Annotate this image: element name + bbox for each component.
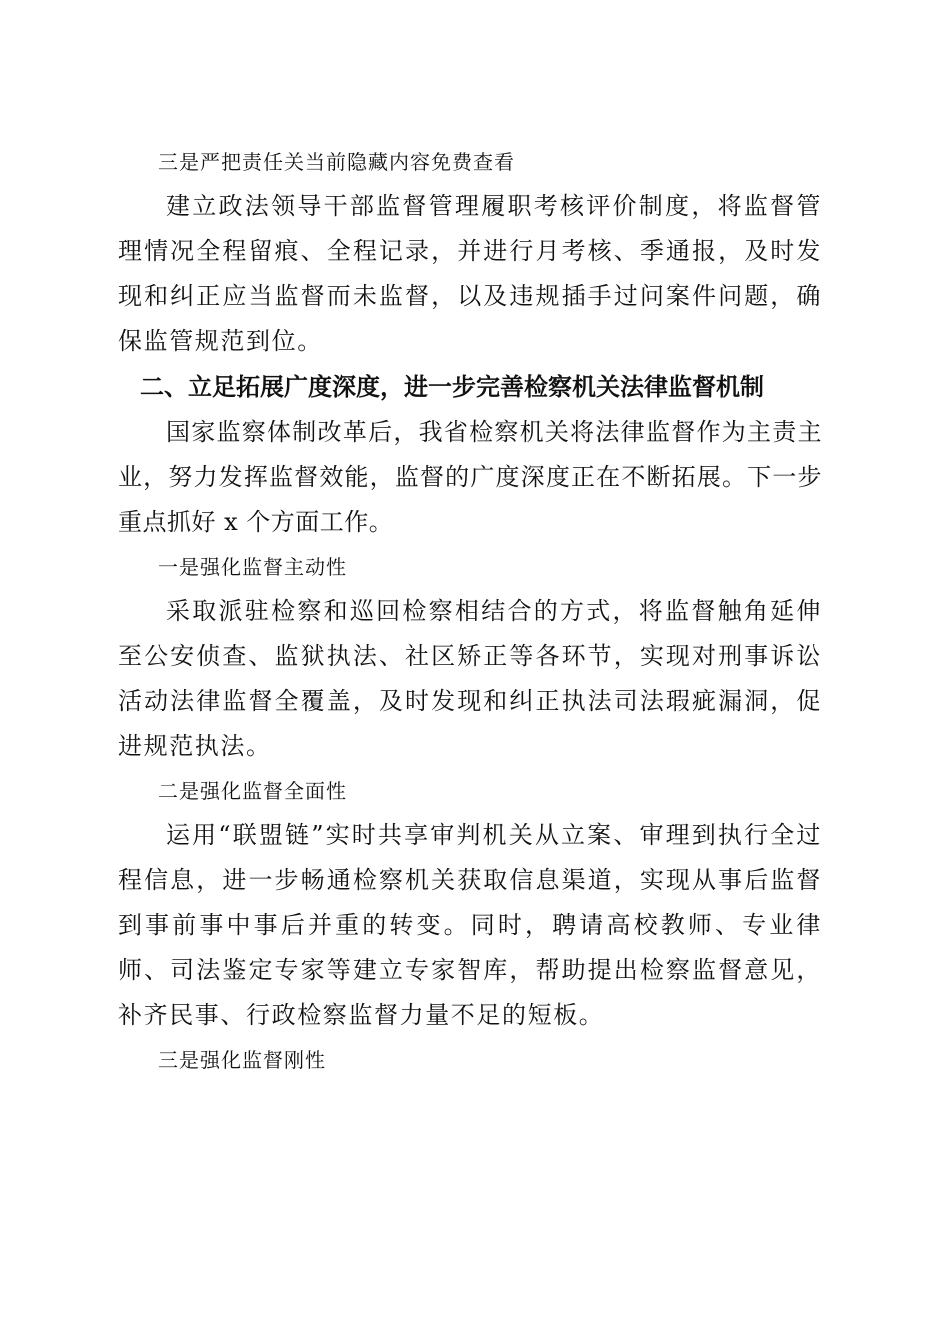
paragraph-section-intro: 国家监察体制改革后，我省检察机关将法律监督作为主责主业，努力发挥监督效能，监督的广度深度正在不断拓展。下一步重点抓好 x 个方面工作。 [118,418,822,536]
paragraph-responsibility: 建立政法领导干部监督管理履职考核评价制度，将监督管理情况全程留痕、全程记录，并进行月考核、季通报，及时发现和纠正应当监督而未监督，以及违规插手过问案件问题，确保监管规范到位。 [118,192,822,355]
subhead-initiative: 一是强化监督主动性 [158,555,347,579]
subhead-comprehensiveness: 二是强化监督全面性 [158,779,347,803]
paragraph-comprehensiveness: 运用“联盟链”实时共享审判机关从立案、审理到执行全过程信息，进一步畅通检察机关获取信息渠道，实现从事后监督到事前事中事后并重的转变。同时，聘请高校教师、专业律师、司法鉴定专家等建立专家智库，帮助提出检察监督意见，补齐民事、行政检察监督力量不足的短板。 [118,821,822,1029]
subhead-rigidity: 三是强化监督刚性 [158,1048,326,1072]
paragraph-initiative: 采取派驻检察和巡回检察相结合的方式，将监督触角延伸至公安侦查、监狱执法、社区矫正等各环节，实现对刑事诉讼活动法律监督全覆盖，及时发现和纠正执法司法瑕疵漏洞，促进规范执法。 [118,597,822,760]
subhead-responsibility: 三是严把责任关当前隐藏内容免费查看 [158,150,515,174]
document-body [118,140,822,1082]
section-heading-2: 二、立足拓展广度深度，进一步完善检察机关法律监督机制 [140,372,764,401]
